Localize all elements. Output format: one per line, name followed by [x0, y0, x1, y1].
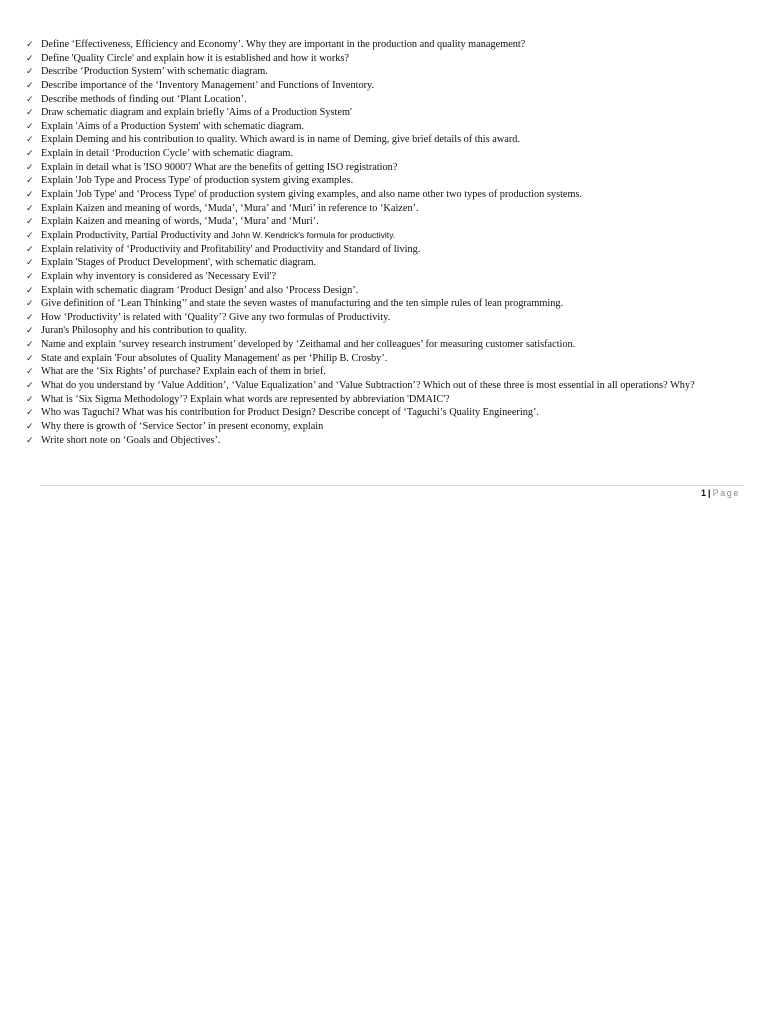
question-text: [41, 93, 756, 107]
check-mark-icon: ✓: [26, 244, 34, 255]
question-text: [41, 284, 756, 298]
page-number: 1: [701, 488, 707, 498]
question-text-main: Explain relativity of ‘Productivity and Profitability' and Productivity and Standard of living.: [41, 243, 421, 255]
question-text-main: State and explain 'Four absolutes of Quality Management' as per ‘Philip B. Crosby’.: [41, 352, 388, 364]
check-mark-icon: ✓: [26, 40, 34, 50]
check-mark-icon: ✓: [26, 271, 34, 282]
question-item: [26, 65, 756, 79]
question-text: [41, 393, 756, 407]
question-text-main: Explain in detail what is 'ISO 9000'? What are the benefits of getting ISO registration?: [41, 161, 398, 173]
question-text-main: Define 'Quality Circle' and explain how it is established and how it works?: [41, 52, 349, 64]
question-text-main: Give definition of ‘Lean Thinking’’ and state the seven wastes of manufacturing and the ten simple rules of lean programming.: [41, 298, 564, 310]
question-text-sans: John W. Kendrick's formula for productivity.: [231, 229, 396, 240]
check-mark-icon: ✓: [26, 94, 34, 105]
question-text-main: What are the ‘Six Rights’ of purchase? Explain each of them in brief.: [41, 366, 326, 378]
question-text: [41, 147, 756, 161]
check-mark-icon: ✓: [26, 367, 34, 378]
question-text-main: Juran's Philosophy and his contribution to quality.: [41, 325, 247, 337]
question-text: [41, 52, 756, 66]
question-text-main: Explain 'Stages of Product Development', with schematic diagram.: [41, 257, 317, 269]
question-text-main: Describe importance of the ‘Inventory Management’ and Functions of Inventory.: [41, 79, 375, 91]
question-item: [26, 365, 756, 379]
question-text-main: Describe ‘Production System’ with schematic diagram.: [41, 66, 268, 78]
question-item: [26, 38, 756, 52]
question-text-main: Explain in detail ‘Production Cycle’ with schematic diagram.: [41, 148, 294, 160]
question-text: [41, 365, 756, 379]
question-text: [41, 324, 756, 338]
check-mark-icon: ✓: [26, 53, 34, 64]
question-item: [26, 379, 756, 393]
check-mark-icon: ✓: [26, 258, 34, 269]
question-item: [26, 79, 756, 93]
question-item: [26, 120, 756, 134]
question-text-main: Describe methods of finding out ‘Plant Location’.: [41, 93, 247, 105]
question-item: [26, 324, 756, 338]
check-mark-icon: ✓: [26, 299, 34, 310]
question-text: [41, 215, 756, 229]
question-item: [26, 188, 756, 202]
footer-divider: [40, 485, 744, 486]
check-mark-icon: ✓: [26, 121, 34, 132]
question-item: [26, 270, 756, 284]
page-separator: |: [708, 488, 711, 498]
question-text: [41, 65, 756, 79]
question-item: [26, 202, 756, 216]
question-item: [26, 284, 756, 298]
question-item: [26, 393, 756, 407]
question-text: [41, 120, 756, 134]
question-text-main: Explain 'Job Type and Process Type' of production system giving examples.: [41, 175, 354, 187]
check-mark-icon: ✓: [26, 312, 34, 323]
question-text-main: Explain why inventory is considered as 'Necessary Evil'?: [41, 270, 277, 282]
question-text-main: Explain Deming and his contribution to quality. Which award is in name of Deming, give brief details of this award.: [41, 134, 520, 146]
question-text: [41, 434, 756, 448]
question-text-main: Define ‘Effectiveness, Efficiency and Economy’. Why they are important in the production and quality management?: [41, 39, 526, 50]
question-item: [26, 434, 756, 448]
check-mark-icon: ✓: [26, 162, 34, 173]
check-mark-icon: ✓: [26, 421, 34, 432]
question-item: [26, 297, 756, 311]
question-text: [41, 79, 756, 93]
question-text: [41, 188, 756, 202]
question-text: [41, 297, 756, 311]
question-item: [26, 229, 756, 243]
question-text: [41, 202, 756, 216]
question-text-main: Explain 'Job Type' and ‘Process Type' of production system giving examples, and also name other two types of production systems.: [41, 189, 583, 201]
question-text-main: Who was Taguchi? What was his contribution for Product Design? Describe concept of ‘Taguchi’s Quality Engineering’.: [41, 407, 540, 419]
check-mark-icon: ✓: [26, 135, 34, 146]
question-text-main: Explain Productivity, Partial Productivity and: [41, 229, 232, 241]
question-text: [41, 352, 756, 366]
question-text: [41, 406, 756, 420]
check-mark-icon: ✓: [26, 108, 34, 119]
question-item: [26, 174, 756, 188]
question-text-main: Explain 'Aims of a Production System' with schematic diagram.: [41, 120, 305, 132]
question-text: [41, 420, 756, 434]
question-text: [41, 174, 756, 188]
question-text: [41, 311, 756, 325]
question-item: [26, 106, 756, 120]
question-text: [41, 270, 756, 284]
question-item: [26, 93, 756, 107]
check-mark-icon: ✓: [26, 381, 34, 392]
question-item: [26, 161, 756, 175]
question-item: [26, 352, 756, 366]
question-text-main: Name and explain ‘survey research instrument’ developed by ‘Zeithamal and her colleagues’ for measuring customer satisfaction.: [41, 339, 576, 351]
check-mark-icon: ✓: [26, 326, 34, 337]
question-text-main: What is ‘Six Sigma Methodology’? Explain what words are represented by abbreviation 'DMAIC'?: [41, 393, 450, 405]
question-item: [26, 215, 756, 229]
question-text-main: How ‘Productivity’ is related with ‘Quality’? Give any two formulas of Productivity.: [41, 311, 391, 323]
question-text: [41, 379, 756, 393]
question-text-main: What do you understand by ‘Value Addition’, ‘Value Equalization’ and ‘Value Subtraction’? Which out of these three is most essential in all operations? Why?: [41, 380, 695, 392]
check-mark-icon: ✓: [26, 176, 34, 187]
question-item: [26, 256, 756, 270]
question-text-main: Explain with schematic diagram ‘Product Design’ and also ‘Process Design’.: [41, 284, 359, 296]
check-mark-icon: ✓: [26, 353, 34, 364]
check-mark-icon: ✓: [26, 190, 34, 201]
check-mark-icon: ✓: [26, 80, 34, 91]
question-text-main: Write short note on ‘Goals and Objectives’.: [41, 434, 221, 446]
question-text: [41, 256, 756, 270]
check-mark-icon: ✓: [26, 394, 34, 405]
question-text: [41, 229, 756, 243]
page-footer: [701, 487, 740, 499]
question-text: [41, 106, 756, 120]
check-mark-icon: ✓: [26, 435, 34, 446]
question-item: [26, 133, 756, 147]
question-item: [26, 147, 756, 161]
question-item: [26, 338, 756, 352]
question-text: [41, 133, 756, 147]
page-label: Page: [712, 488, 740, 498]
question-item: [26, 52, 756, 66]
check-mark-icon: ✓: [26, 203, 34, 214]
question-item: [26, 243, 756, 257]
check-mark-icon: ✓: [26, 230, 34, 241]
check-mark-icon: ✓: [26, 408, 34, 419]
question-text-main: Explain Kaizen and meaning of words, ‘Muda’, ‘Mura’ and ‘Muri’ in reference to ‘Kaizen’.: [41, 202, 419, 214]
question-text: [41, 338, 756, 352]
question-list: [26, 38, 756, 447]
question-text: [41, 243, 756, 257]
question-text: [41, 161, 756, 175]
check-mark-icon: ✓: [26, 217, 34, 228]
question-item: [26, 420, 756, 434]
question-text-main: Draw schematic diagram and explain briefly 'Aims of a Production System': [41, 107, 352, 119]
question-item: [26, 406, 756, 420]
question-text: [41, 38, 756, 52]
question-text-main: Explain Kaizen and meaning of words, ‘Muda’, ‘Mura’ and ‘Muri’.: [41, 216, 319, 228]
check-mark-icon: ✓: [26, 149, 34, 160]
check-mark-icon: ✓: [26, 285, 34, 296]
question-item: [26, 311, 756, 325]
check-mark-icon: ✓: [26, 340, 34, 351]
check-mark-icon: ✓: [26, 67, 34, 78]
question-text-main: Why there is growth of ‘Service Sector’ in present economy, explain: [41, 420, 324, 432]
